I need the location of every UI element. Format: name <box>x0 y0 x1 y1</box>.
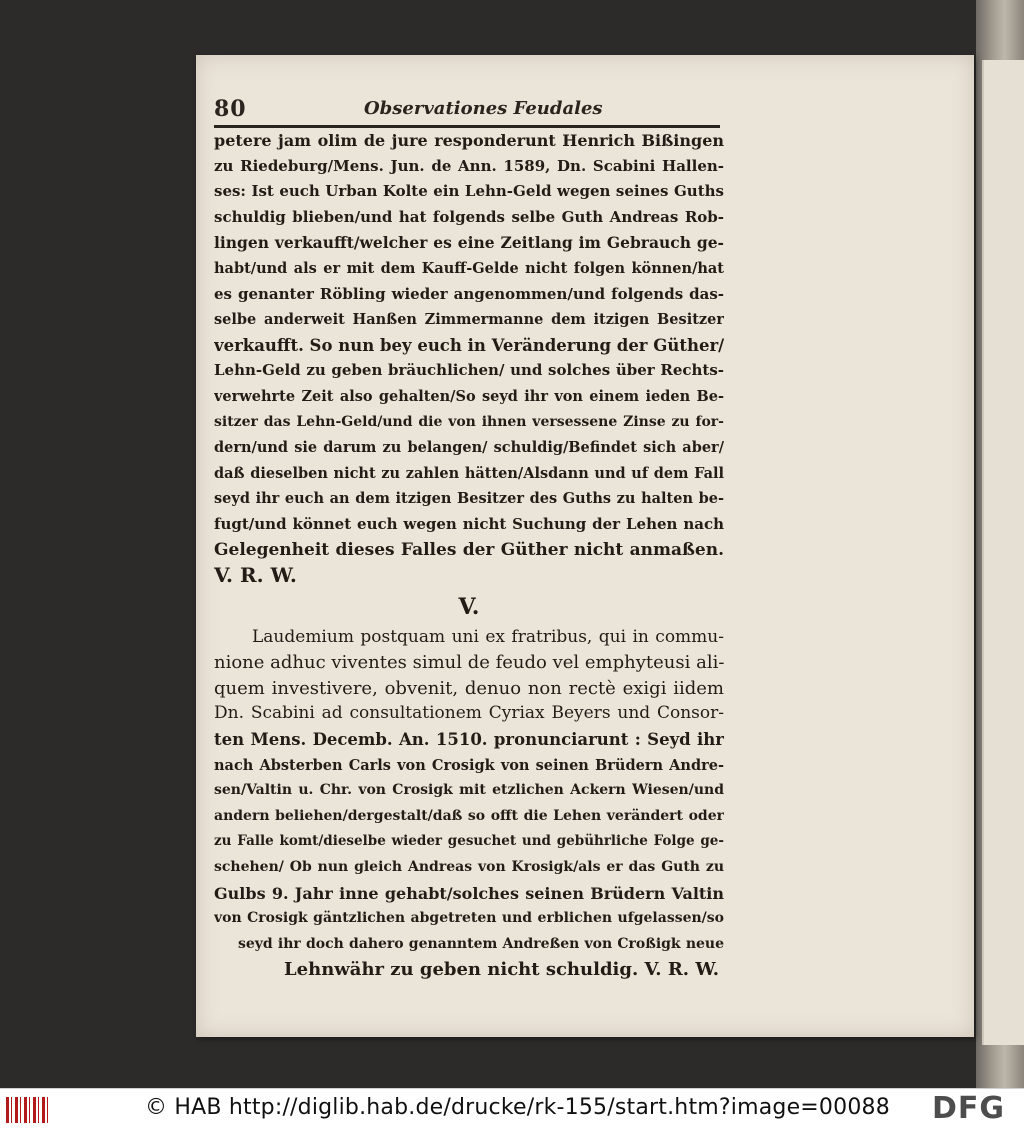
page-header <box>214 96 720 126</box>
text-line: nione adhuc viventes simul de feudo vel emphyteusi ali- <box>214 652 724 674</box>
section-heading: V. <box>458 593 480 620</box>
copyright-link[interactable]: © HAB http://diglib.hab.de/drucke/rk-155/start.htm?image=00088 <box>145 1095 890 1120</box>
running-title: Observationes Feudales <box>364 98 603 119</box>
text-line: dern/und sie darum zu belangen/ schuldig/Befindet sich aber/ <box>214 439 724 457</box>
text-line: Gulbs 9. Jahr inne gehabt/solches seinen Brüdern Valtin <box>214 883 724 903</box>
text-line: seyd ihr doch dahero genanntem Andreßen von Croßigk neue <box>238 935 724 952</box>
paragraph-1 <box>214 128 724 589</box>
text-line: es genanter Röbling wieder angenommen/und folgends das- <box>214 284 724 303</box>
next-page-edge <box>982 60 1024 1045</box>
text-line: verwehrte Zeit also gehalten/So seyd ihr von einem ieden Be- <box>214 387 724 405</box>
viewer-footer <box>0 1088 1024 1130</box>
text-line: daß dieselben nicht zu zahlen hätten/Alsdann und uf dem Fall <box>214 464 724 482</box>
text-line: Lehnwähr zu geben nicht schuldig. V. R. W. <box>284 959 720 981</box>
text-line: sitzer das Lehn-Geld/und die von ihnen versessene Zinse zu for- <box>214 413 724 430</box>
dfg-logo: DFG <box>932 1091 1006 1126</box>
text-line: von Crosigk gäntzlichen abgetreten und erblichen ufgelassen/so <box>214 910 724 927</box>
text-line: lingen verkaufft/welcher es eine Zeitlang im Gebrauch ge- <box>214 233 724 253</box>
text-line: Dn. Scabini ad consultationem Cyriax Beyers und Consor- <box>214 703 724 724</box>
page-text <box>214 128 724 983</box>
text-line: sen/Valtin u. Chr. von Crosigk mit etzlichen Ackern Wiesen/und <box>214 782 724 799</box>
text-line: habt/und als er mit dem Kauff-Gelde nicht folgen können/hat <box>214 259 724 277</box>
text-line: Lehn-Geld zu geben bräuchlichen/ und solches über Rechts- <box>214 361 724 380</box>
text-line: V. R. W. <box>214 563 297 588</box>
text-line: quem investivere, obvenit, denuo non rectè exigi iidem <box>214 677 724 699</box>
text-line: schehen/ Ob nun gleich Andreas von Krosigk/als er das Guth zu <box>214 859 724 876</box>
text-line: ses: Ist euch Urban Kolte ein Lehn-Geld wegen seines Guths <box>214 182 724 201</box>
text-line: zu Riedeburg/Mens. Jun. de Ann. 1589, Dn. Scabini Hallen- <box>214 156 724 175</box>
text-line: Gelegenheit dieses Falles der Güther nicht anmaßen. <box>214 539 724 560</box>
text-line: petere jam olim de jure responderunt Henrich Bißingen <box>214 131 724 150</box>
paragraph-2 <box>214 625 724 983</box>
text-line: andern beliehen/dergestalt/daß so offt die Lehen verändert oder <box>214 807 724 824</box>
page-number: 80 <box>214 96 247 122</box>
text-line: zu Falle komt/dieselbe wieder gesuchet und gebührliche Folge ge- <box>214 833 724 850</box>
text-line: selbe anderweit Hanßen Zimmermanne dem itzigen Besitzer <box>214 311 724 329</box>
text-line: seyd ihr euch an dem itzigen Besitzer des Guths zu halten be- <box>214 490 724 508</box>
text-line: nach Absterben Carls von Crosigk von seinen Brüdern Andre- <box>214 756 724 774</box>
text-line: fugt/und könnet euch wegen nicht Suchung der Lehen nach <box>214 514 724 533</box>
text-line: Laudemium postquam uni ex fratribus, qui in commu- <box>252 626 724 647</box>
text-line: verkaufft. So nun bey euch in Veränderung der Güther/ <box>214 335 724 355</box>
hab-barcode-icon <box>6 1097 48 1123</box>
text-line: schuldig blieben/und hat folgends selbe Guth Andreas Rob- <box>214 207 724 226</box>
text-line: ten Mens. Decemb. An. 1510. pronunciarunt : Seyd ihr <box>214 730 724 750</box>
